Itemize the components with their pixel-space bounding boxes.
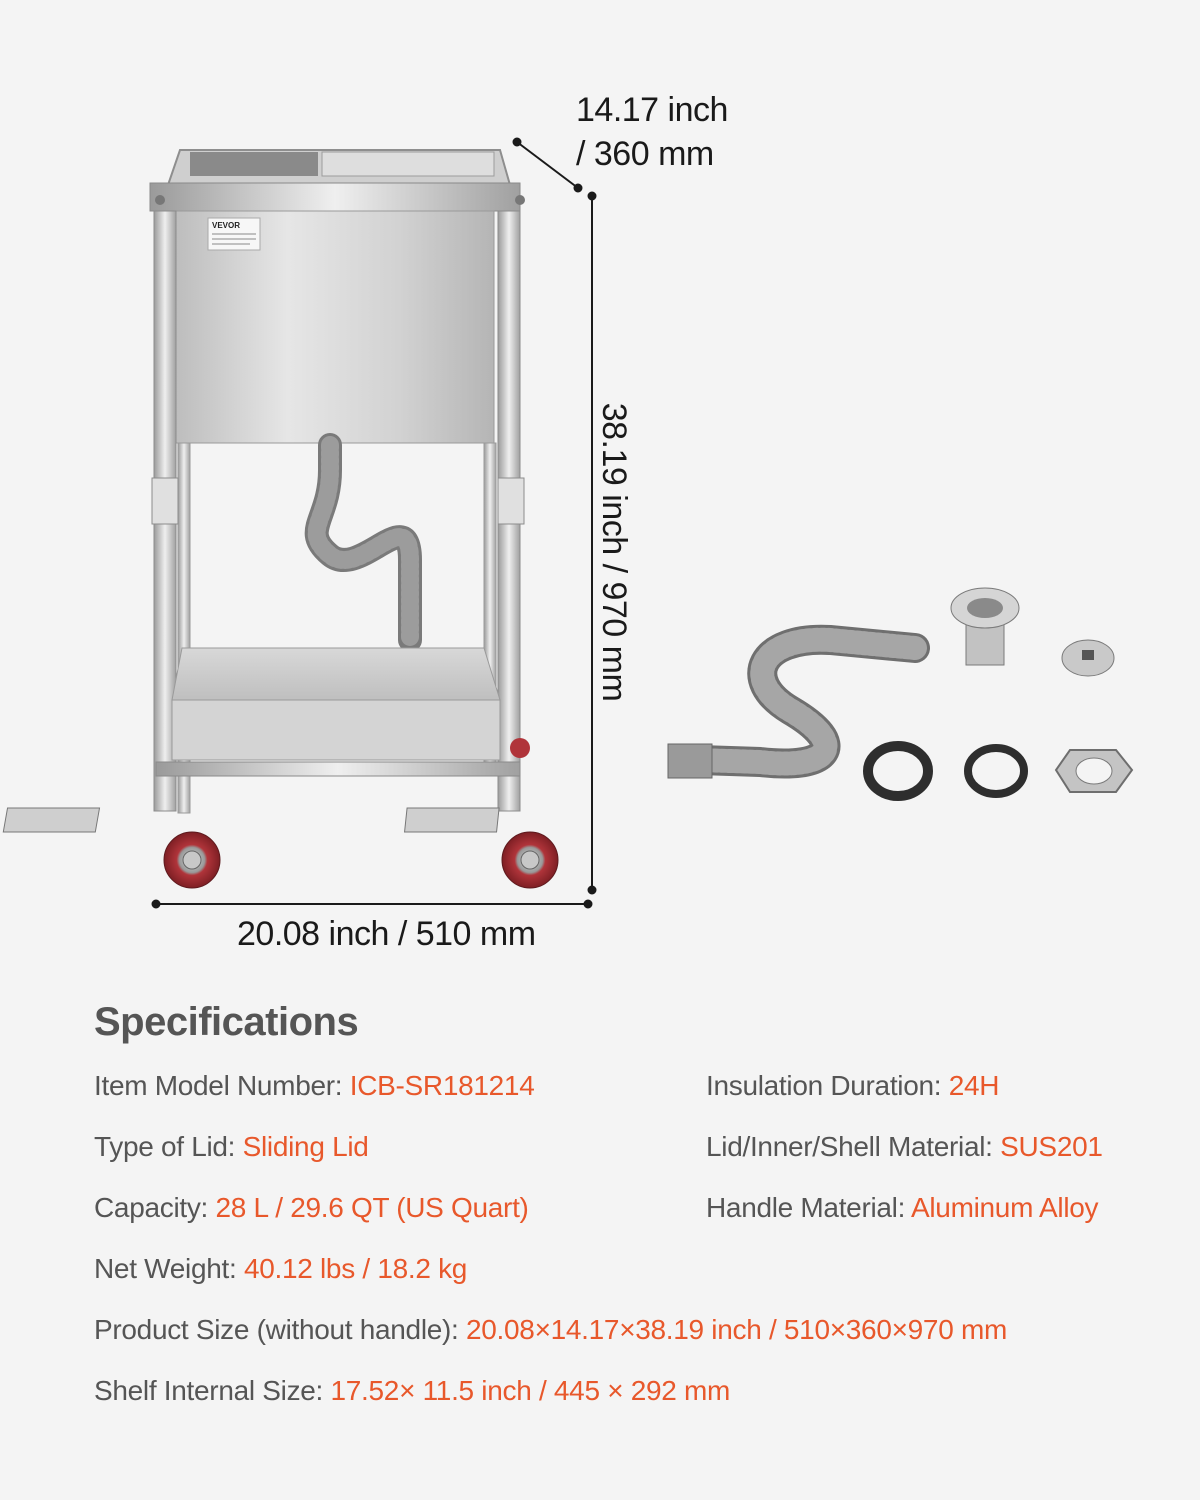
spec-label: Insulation Duration: xyxy=(706,1070,949,1101)
spec-capacity xyxy=(94,1192,529,1224)
lock-nut xyxy=(1056,750,1132,792)
spec-item-model-number xyxy=(94,1070,534,1102)
spec-value: SUS201 xyxy=(1000,1131,1103,1162)
spec-type-of-lid xyxy=(94,1131,369,1163)
bottom-shelf xyxy=(156,648,520,776)
spec-shelf-internal-size xyxy=(94,1375,730,1407)
spec-product-size xyxy=(94,1314,1007,1346)
spec-value: Aluminum Alloy xyxy=(911,1192,1099,1223)
width-dimension-label: 20.08 inch / 510 mm xyxy=(237,915,536,953)
spec-label: Shelf Internal Size: xyxy=(94,1375,331,1406)
spec-value: 40.12 lbs / 18.2 kg xyxy=(243,1253,468,1284)
spec-net-weight xyxy=(94,1253,467,1285)
rubber-washers xyxy=(868,746,1024,796)
spec-value: 20.08×14.17×38.19 inch / 510×360×970 mm xyxy=(466,1314,1007,1345)
height-dimension-label: 38.19 inch / 970 mm xyxy=(595,402,633,702)
drain-plug xyxy=(1062,640,1114,676)
insulated-bin xyxy=(176,211,494,443)
drain-hose xyxy=(317,445,410,640)
depth-inch: 14.17 inch xyxy=(576,91,728,129)
spec-value: 24H xyxy=(948,1070,1000,1101)
spec-value: ICB-SR181214 xyxy=(349,1070,535,1101)
spec-label: Item Model Number: xyxy=(94,1070,350,1101)
spec-label: Net Weight: xyxy=(94,1253,244,1284)
spec-handle-material xyxy=(706,1192,1098,1224)
spec-value: 28 L / 29.6 QT (US Quart) xyxy=(215,1192,529,1223)
drain-strainer xyxy=(951,588,1019,665)
spec-value: 17.52× 11.5 inch / 445 × 292 mm xyxy=(330,1375,731,1406)
specifications-title: Specifications xyxy=(94,1000,359,1044)
depth-mm: / 360 mm xyxy=(576,135,714,173)
spec-material xyxy=(706,1131,1103,1163)
spec-insulation-duration xyxy=(706,1070,999,1102)
spec-value: Sliding Lid xyxy=(242,1131,369,1162)
spec-label: Lid/Inner/Shell Material: xyxy=(706,1131,1001,1162)
depth-dimension-label xyxy=(576,88,728,176)
vevor-logo: VEVOR xyxy=(212,221,241,230)
spec-label: Type of Lid: xyxy=(94,1131,243,1162)
spec-label: Capacity: xyxy=(94,1192,216,1223)
spec-label: Handle Material: xyxy=(706,1192,912,1223)
spec-label: Product Size (without handle): xyxy=(94,1314,467,1345)
sliding-lid xyxy=(150,150,525,211)
